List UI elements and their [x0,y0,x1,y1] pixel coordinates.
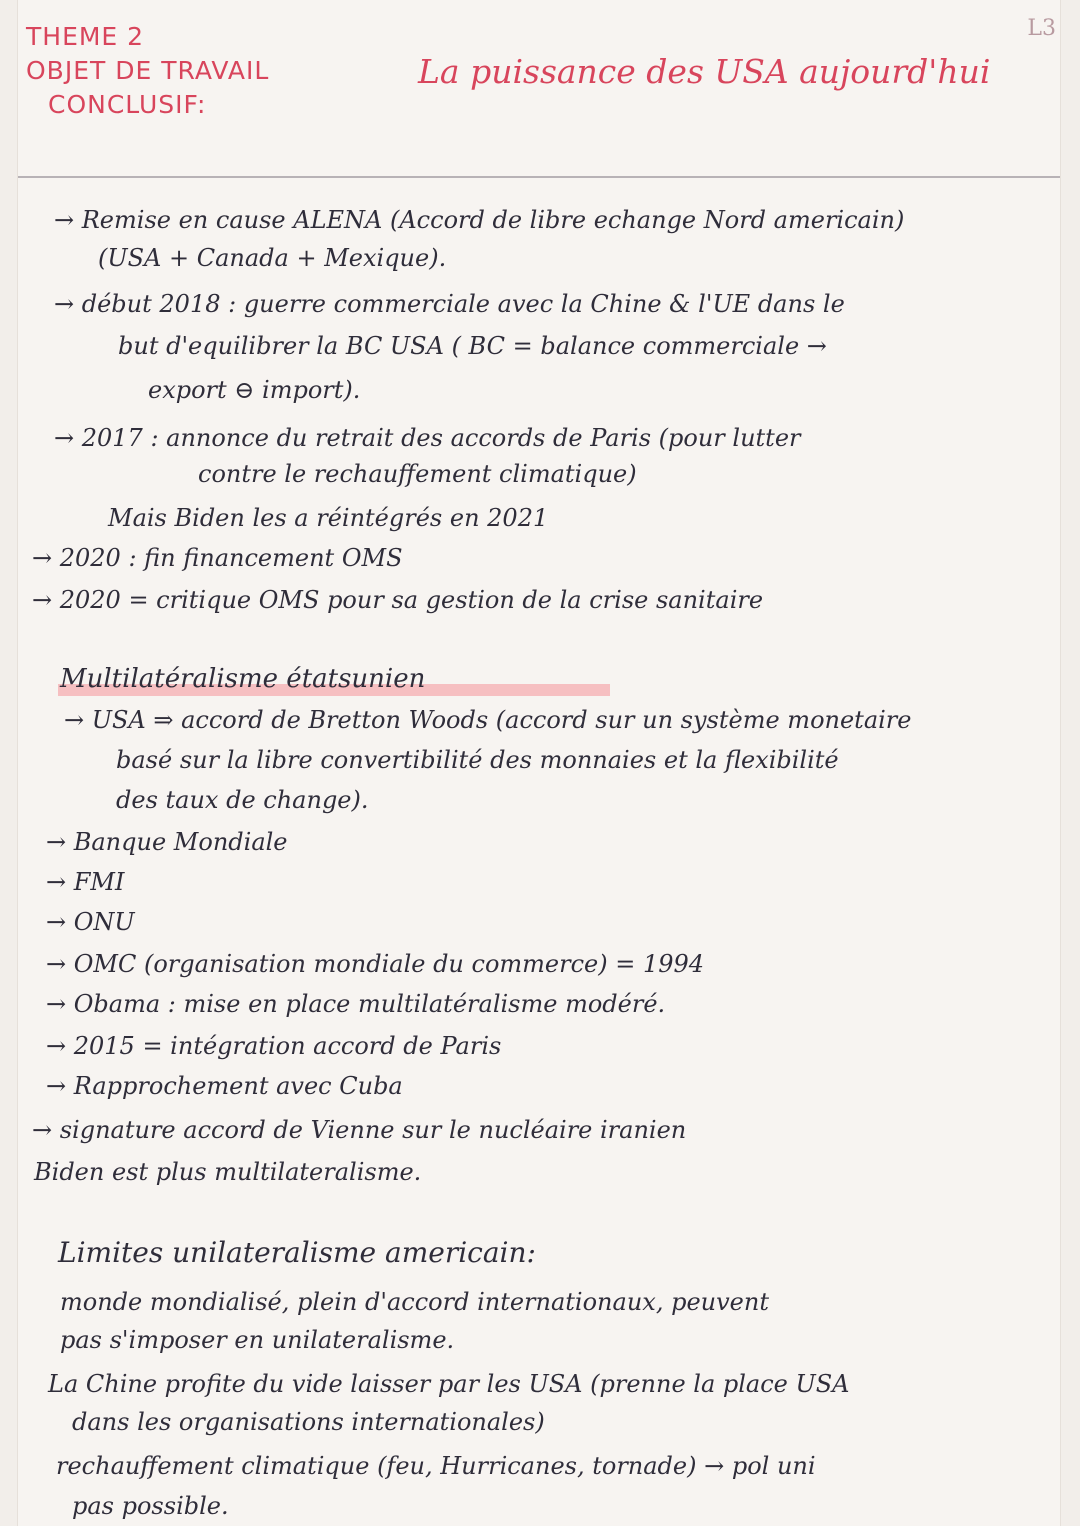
note-line: monde mondialisé, plein d'accord internationaux, peuvent [60,1288,769,1316]
note-line: basé sur la libre convertibilité des monnaies et la flexibilité [116,746,839,774]
note-line: → FMI [46,868,125,896]
note-line: rechauffement climatique (feu, Hurricanes, tornade) → pol uni [56,1452,816,1480]
note-line: → début 2018 : guerre commerciale avec la Chine & l'UE dans le [54,290,845,318]
note-line: Biden est plus multilateralisme. [34,1158,422,1186]
note-line: → OMC (organisation mondiale du commerce) = 1994 [46,950,705,978]
note-line: → 2015 = intégration accord de Paris [46,1032,502,1060]
note-line: pas possible. [72,1492,229,1520]
notebook-page [18,0,1060,1526]
note-line: → Obama : mise en place multilatéralisme modéré. [46,990,666,1018]
note-line: → Rapprochement avec Cuba [46,1072,403,1100]
note-line: La Chine profite du vide laisser par les USA (prenne la place USA [48,1370,850,1398]
note-line: contre le rechauffement climatique) [198,460,637,488]
note-line: dans les organisations internationales) [72,1408,545,1436]
note-line: → 2020 : fin financement OMS [32,544,403,572]
note-line: des taux de change). [116,786,369,814]
header-divider [18,176,1060,178]
note-line: but d'equilibrer la BC USA ( BC = balance commerciale → [118,332,827,360]
page-number: L3 [1027,16,1056,41]
theme-label [26,20,269,122]
page-title: La puissance des USA aujourd'hui [418,52,991,91]
note-line: → signature accord de Vienne sur le nucléaire iranien [32,1116,687,1144]
theme-line: OBJET DE TRAVAIL [26,56,270,85]
page-header [18,0,1060,178]
note-line: → 2020 = critique OMS pour sa gestion de la crise sanitaire [32,586,764,614]
note-line: → ONU [46,908,135,936]
note-line: → USA ⇒ accord de Bretton Woods (accord sur un système monetaire [64,706,912,734]
note-line: pas s'imposer en unilateralisme. [60,1326,455,1354]
theme-line: THEME 2 [26,22,145,51]
note-line: → 2017 : annonce du retrait des accords de Paris (pour lutter [54,424,801,452]
section-heading-limits: Limites unilateralisme americain: [58,1236,536,1269]
note-line: → Banque Mondiale [46,828,288,856]
note-line: (USA + Canada + Mexique). [98,244,447,272]
note-line: → Remise en cause ALENA (Accord de libre echange Nord americain) [54,206,905,234]
note-line: export ⊖ import). [148,376,361,404]
note-line: Mais Biden les a réintégrés en 2021 [108,504,549,532]
theme-line: CONCLUSIF: [48,90,207,119]
section-heading-multilateralism: Multilatéralisme étatsunien [60,664,426,694]
